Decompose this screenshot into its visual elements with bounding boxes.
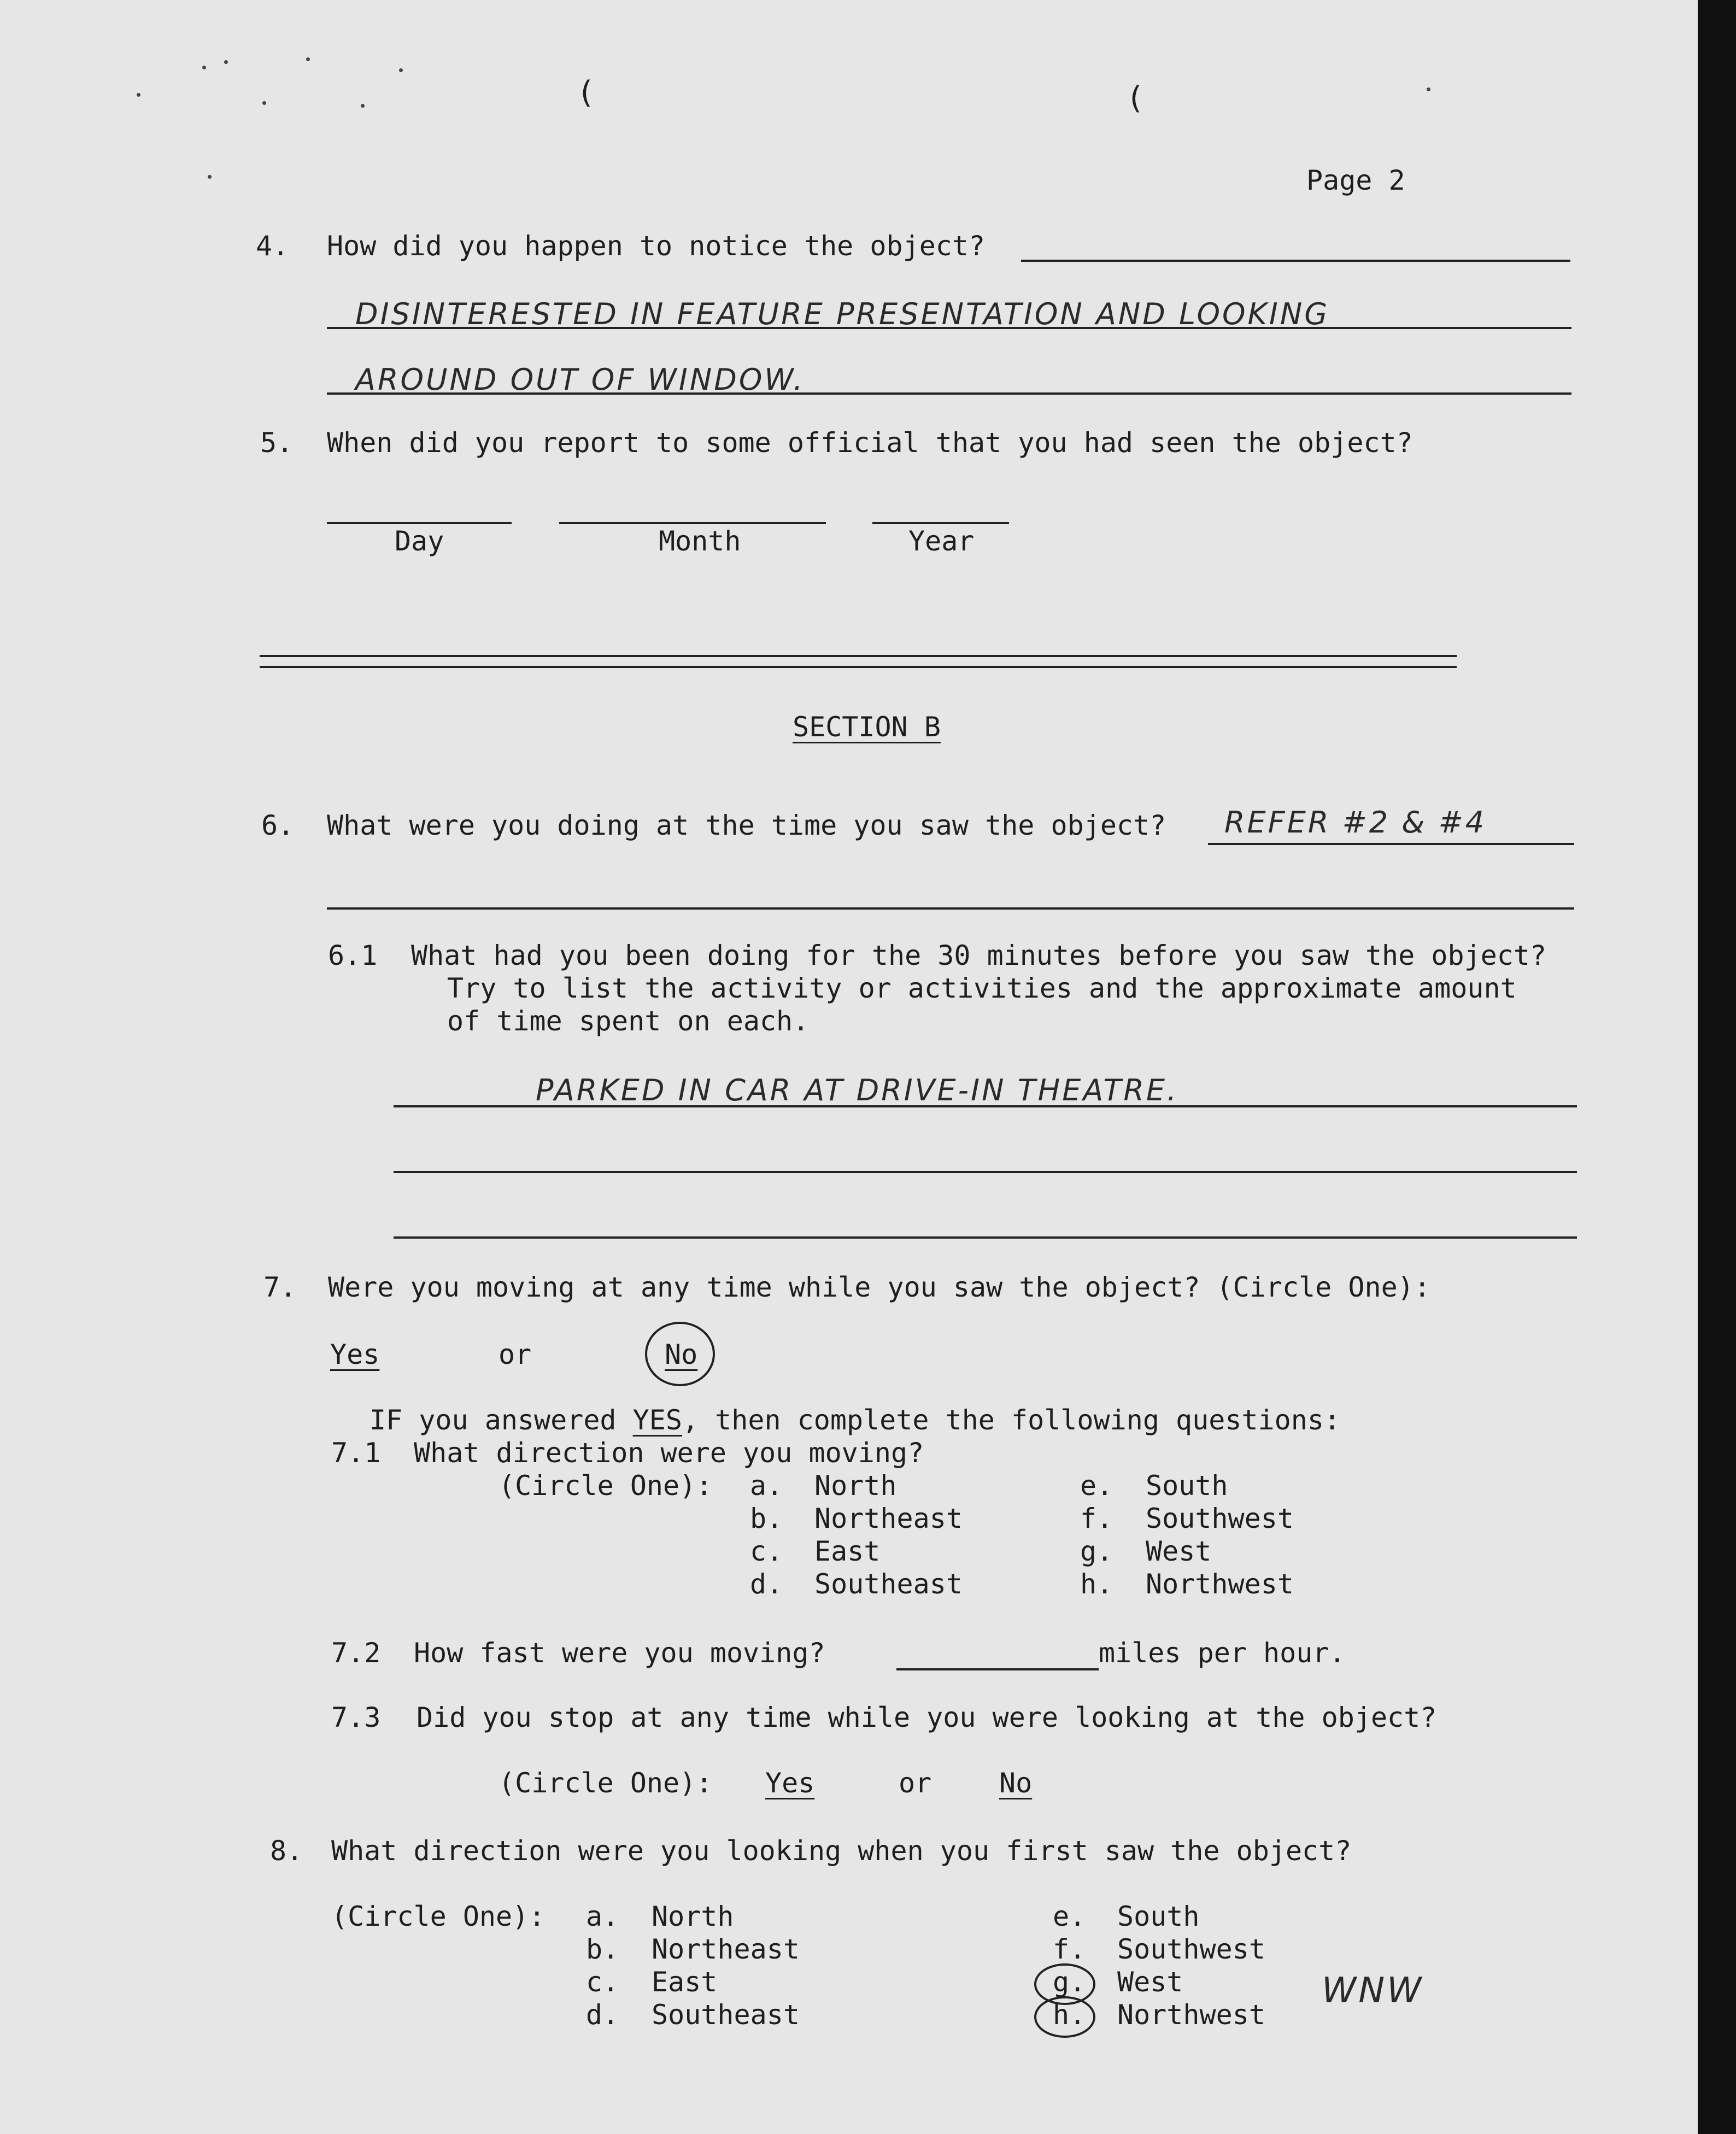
q5-year-label: Year (908, 525, 975, 557)
q6-answer-line-short[interactable] (1208, 843, 1574, 845)
q6-1-answer-line-1[interactable] (394, 1105, 1577, 1107)
speck (224, 60, 228, 64)
speck (1427, 87, 1430, 91)
q7-2-speed-field[interactable] (896, 1668, 1099, 1670)
q7-1-option-c-letter: c. (750, 1535, 783, 1567)
q7-option-yes[interactable]: Yes (330, 1339, 380, 1370)
q8-option-northeast[interactable]: Northeast (652, 1933, 800, 1965)
q6-answer-line[interactable] (327, 907, 1574, 910)
q4-answer-line2: AROUND OUT OF WINDOW. (355, 362, 805, 397)
section-divider-top (260, 655, 1457, 657)
q8-option-e-letter: e. (1053, 1901, 1086, 1932)
q8-option-a-letter: a. (586, 1901, 619, 1932)
q7-3-option-no[interactable]: No (999, 1767, 1033, 1799)
speck (306, 57, 310, 61)
q7-1-option-h-letter: h. (1080, 1568, 1113, 1600)
q7-1-option-g-letter: g. (1080, 1535, 1113, 1567)
q7-1-option-northwest[interactable]: Northwest (1146, 1568, 1294, 1600)
q8-option-southwest[interactable]: Southwest (1117, 1933, 1265, 1965)
q7-1-option-southeast[interactable]: Southeast (814, 1568, 963, 1600)
q4-answer-line1: DISINTERESTED IN FEATURE PRESENTATION AND LOOKING (355, 297, 1330, 331)
scan-border (1698, 0, 1736, 2134)
q6-answer: REFER #2 & #4 (1224, 805, 1487, 840)
q8-option-southeast[interactable]: Southeast (652, 1999, 800, 2031)
q4-answer-line-1[interactable] (327, 327, 1571, 329)
q6-question: What were you doing at the time you saw the object? (327, 810, 1166, 841)
q7-1-number: 7.1 (331, 1437, 381, 1469)
speck (399, 68, 403, 72)
q7-1-option-e-letter: e. (1080, 1470, 1113, 1502)
q8-h-circle-mark (1034, 1996, 1095, 2038)
q8-question: What direction were you looking when you first saw the object? (331, 1835, 1352, 1867)
section-divider-bottom (260, 666, 1457, 668)
q7-1-option-east[interactable]: East (814, 1535, 881, 1567)
q7-1-option-west[interactable]: West (1146, 1535, 1212, 1567)
q6-1-answer-line-2[interactable] (394, 1171, 1577, 1173)
q7-1-circle-label: (Circle One): (498, 1470, 713, 1502)
q7-number: 7. (263, 1271, 297, 1303)
q7-2-number: 7.2 (331, 1637, 381, 1669)
q7-1-option-northeast[interactable]: Northeast (814, 1503, 963, 1534)
q7-1-option-d-letter: d. (750, 1568, 783, 1600)
q7-no-circle-mark (645, 1322, 715, 1386)
q8-handwritten-note: WNW (1322, 1971, 1424, 2011)
q5-year-field[interactable] (872, 522, 1009, 524)
q6-number: 6. (261, 810, 295, 841)
q6-1-question-line1: What had you been doing for the 30 minutes before you saw the object? (411, 940, 1547, 971)
speck (262, 101, 266, 105)
q4-number: 4. (256, 230, 289, 262)
q7-1-option-a-letter: a. (750, 1470, 783, 1502)
q6-1-question-line2: Try to list the activity or activities and the approximate amount (447, 972, 1517, 1004)
q7-3-question: Did you stop at any time while you were looking at the object? (417, 1702, 1437, 1733)
q6-1-number: 6.1 (328, 940, 378, 971)
q4-answer-line-2[interactable] (327, 392, 1571, 395)
q4-question: How did you happen to notice the object? (327, 230, 986, 262)
speck (137, 93, 140, 97)
q7-1-option-b-letter: b. (750, 1503, 783, 1534)
q7-question: Were you moving at any time while you saw the object? (Circle One): (328, 1271, 1430, 1303)
q8-option-f-letter: f. (1053, 1933, 1086, 1965)
q5-month-label: Month (659, 525, 741, 557)
q7-1-option-north[interactable]: North (814, 1470, 897, 1502)
q6-1-question-line3: of time spent on each. (447, 1005, 810, 1037)
q5-month-field[interactable] (559, 522, 826, 524)
q8-option-d-letter: d. (586, 1999, 619, 2031)
speck (361, 104, 365, 108)
section-title: SECTION B (793, 711, 941, 743)
q5-day-label: Day (395, 525, 444, 557)
q8-option-g-letter: g. (1053, 1966, 1086, 1998)
q7-2-question: How fast were you moving? (414, 1637, 825, 1669)
edge-mark: ( (577, 75, 595, 110)
speck (208, 175, 212, 179)
q8-number: 8. (270, 1835, 303, 1867)
page-number: Page 2 (1306, 165, 1405, 196)
q7-1-option-f-letter: f. (1080, 1503, 1113, 1534)
q8-option-north[interactable]: North (652, 1901, 734, 1932)
q4-answer-line-short[interactable] (1021, 260, 1570, 262)
q7-3-or: or (899, 1767, 932, 1799)
q7-1-question: What direction were you moving? (414, 1437, 924, 1469)
q8-option-east[interactable]: East (652, 1966, 718, 1998)
q6-1-answer: PARKED IN CAR AT DRIVE-IN THEATRE. (536, 1073, 1179, 1107)
q8-option-b-letter: b. (586, 1933, 619, 1965)
q7-1-option-south[interactable]: South (1146, 1470, 1228, 1502)
q8-option-h-letter: h. (1053, 1999, 1086, 2031)
q7-1-option-southwest[interactable]: Southwest (1146, 1503, 1294, 1534)
q8-option-c-letter: c. (586, 1966, 619, 1998)
q5-question: When did you report to some official that you had seen the object? (327, 427, 1413, 459)
q7-if-text: IF you answered YES, then complete the following questions: (370, 1404, 1341, 1436)
q8-option-south[interactable]: South (1117, 1901, 1200, 1932)
q5-number: 5. (260, 427, 294, 459)
q7-2-unit: miles per hour. (1099, 1637, 1346, 1669)
q8-option-northwest[interactable]: Northwest (1117, 1999, 1265, 2031)
edge-mark: ( (1126, 80, 1145, 116)
q6-1-answer-line-3[interactable] (394, 1236, 1577, 1239)
q7-3-option-yes[interactable]: Yes (765, 1767, 815, 1799)
q8-circle-label: (Circle One): (331, 1901, 546, 1932)
q7-3-number: 7.3 (331, 1702, 381, 1733)
q5-day-field[interactable] (327, 522, 512, 524)
q8-option-west[interactable]: West (1117, 1966, 1183, 1998)
q7-or: or (498, 1339, 532, 1370)
q7-3-circle-label: (Circle One): (498, 1767, 713, 1799)
q7-option-no[interactable]: No (665, 1339, 698, 1370)
speck (202, 66, 206, 69)
